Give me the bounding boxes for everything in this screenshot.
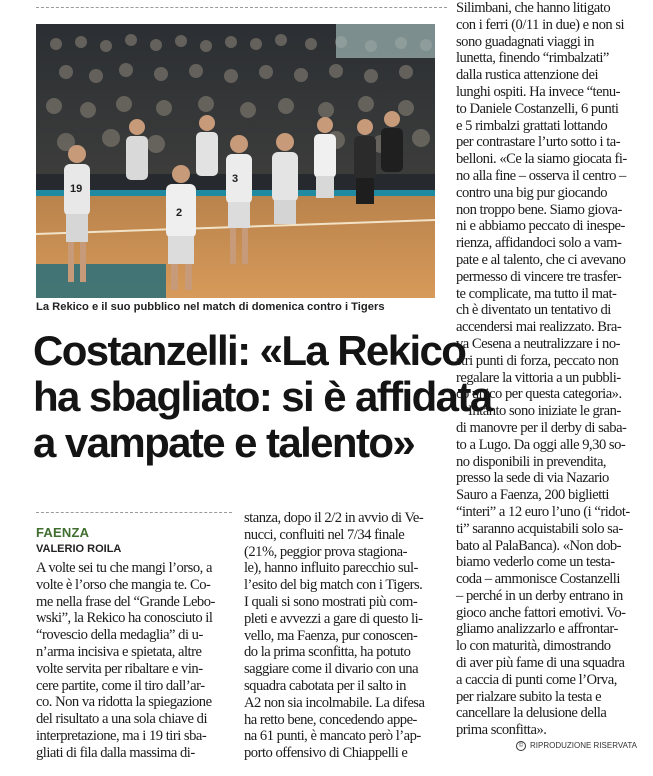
text-line: stri punti di forza, peccato non (456, 352, 619, 369)
headline-line: Costanzelli: «La Rekico (33, 327, 466, 374)
text-line: A2 non sia incolmabile. La difesa (244, 694, 425, 711)
svg-text:2: 2 (176, 207, 183, 219)
text-line: per contrastare l’urto sotto i ta- (456, 134, 621, 151)
text-line: co. Non va ridotta la spiegazione (36, 694, 212, 711)
text-line: me nella frase del “Grande Lebo- (36, 593, 215, 610)
text-line: del risultato a una sola chiave di (36, 711, 208, 728)
text-line: pate e al talento, che ci avevano (456, 251, 626, 268)
text-line: pleti e avvezzi a gare di questo li- (244, 610, 423, 627)
photo-caption: La Rekico e il suo pubblico nel match di domenica contro i Tigers (36, 301, 385, 313)
text-line: co unico per questa categoria». (456, 386, 622, 403)
text-line: cancellare la delusione della (456, 705, 607, 722)
text-line: ch è diventato un tentativo di (456, 302, 611, 319)
section-rule (36, 512, 232, 513)
text-line: e 5 rimbalzi grattati lottando (456, 117, 608, 134)
text-line: gioco anche fattori emotivi. Vo- (456, 604, 626, 621)
text-line: volte è l’orso che mangia te. Co- (36, 576, 211, 593)
text-line: squadra cabotata per il salto in (244, 677, 406, 694)
text-line: n’arma incisiva e spietata, altre (36, 643, 202, 660)
text-line: l’esito del big match con i Tigers. (244, 577, 423, 594)
headline-line: ha sbagliato: si è affidata (33, 373, 492, 420)
basketball-photo (36, 24, 435, 298)
copyright-icon: © (516, 741, 526, 751)
text-line: ni e abbiamo peccato di inespe- (456, 218, 625, 235)
text-line: I quali si sono mostrati più com- (244, 593, 418, 610)
text-line: prima sconfitta». (456, 722, 547, 739)
text-line: rienza, affidandoci solo a vam- (456, 235, 622, 252)
text-line: lunetta, finendo “rimbalzati” (456, 50, 609, 67)
text-line: biamo vederlo come un testa- (456, 554, 615, 571)
text-line: presso la sede di via Nazario (456, 470, 609, 487)
text-line: ti” saranno acquistabili solo sa- (456, 520, 623, 537)
text-line: non troppo bene. Siamo giova- (456, 201, 622, 218)
text-line: saggiare come il divario con una (244, 661, 419, 678)
svg-text:19: 19 (70, 183, 83, 195)
text-line: te complicate, ma tutto il mat- (456, 285, 617, 302)
text-line: “rovescio della medaglia” di u- (36, 627, 203, 644)
text-line: permesso di vincere tre trasfer- (456, 268, 622, 285)
copyright-note (516, 741, 637, 751)
text-line: Intanto sono iniziate le gran- (468, 403, 621, 420)
text-line: nucci, confluiti nel 7/34 finale (244, 526, 405, 543)
text-line: regalare la vittoria a un pubbli- (456, 369, 621, 386)
text-line: wski”, la Rekico ha conosciuto il (36, 610, 213, 627)
text-line: “interi” a 12 euro l’uno (i “ridot- (456, 503, 630, 520)
headline-line: a vampate e talento» (33, 419, 415, 466)
text-line: lunghi ospiti. Ha invece “tenu- (456, 83, 621, 100)
text-line: sono guadagnati viaggi in (456, 33, 594, 50)
text-line: no disponibili in prevendita, (456, 453, 607, 470)
text-line: – perché in un derby entrano in (456, 587, 623, 604)
text-line: volte servita per ribaltare e vin- (36, 660, 203, 677)
text-line: cere partite, come il tiro dall’ar- (36, 677, 205, 694)
text-line: Sauro a Faenza, 200 biglietti (456, 487, 609, 504)
text-line: ha retto bene, concedendo appe- (244, 711, 417, 728)
text-line: to Daniele Costanzelli, 6 punti (456, 100, 619, 117)
text-line: stanza, dopo il 2/2 in avvio di Ve- (244, 510, 424, 526)
text-line: di aver più fame di una squadra (456, 655, 625, 672)
text-line: to a Lugo. Da oggi alle 9,30 so- (456, 436, 626, 453)
text-line: dalla rustica attenzione dei (456, 67, 598, 84)
text-line: porto offensivo di Chiappelli e (244, 745, 408, 762)
text-line: bato al PalaBanca). «Non dob- (456, 537, 622, 554)
svg-text:3: 3 (232, 173, 239, 185)
text-line: le), hanno influito parecchio sul- (244, 560, 418, 577)
text-line: no alla fine – osserva il centro – (456, 167, 626, 184)
text-line: gliamo analizzarlo e affrontar- (456, 621, 618, 638)
headline (33, 327, 492, 466)
text-line: A volte sei tu che mangi l’orso, a (36, 560, 212, 576)
text-line: do la prima sconfitta, ha potuto (244, 644, 411, 661)
text-line: (21%, peggior prova stagiona- (244, 543, 408, 560)
text-line: gliati di fila dalla massima di- (36, 744, 195, 761)
text-line: lo con maturità, dimostrando (456, 638, 611, 655)
text-line: va Cesena a neutralizzare i no- (456, 335, 620, 352)
text-line: vello, ma Faenza, pur conoscen- (244, 627, 418, 644)
author-byline: VALERIO ROILA (36, 543, 122, 555)
text-line: a caccia di punti come l’Orva, (456, 671, 617, 688)
text-line: accendersi mai realizzato. Bra- (456, 319, 622, 336)
top-rule (36, 7, 447, 8)
copyright-text: RIPRODUZIONE RISERVATA (530, 741, 637, 751)
text-line: contro una big pur giocando (456, 184, 608, 201)
text-line: con i ferri (0/11 in due) e non si (456, 16, 625, 33)
kicker: FAENZA (36, 525, 90, 540)
text-line: coda – ammonisce Costanzelli (456, 571, 620, 588)
text-line: di manovre per il derby di saba- (456, 419, 627, 436)
article-column-2 (244, 510, 442, 762)
text-line: Silimbani, che hanno litigato (456, 0, 611, 16)
article-column-3 (456, 0, 646, 739)
text-line: na 61 punti, è mancato però l’ap- (244, 728, 421, 745)
article-column-1 (36, 560, 234, 762)
text-line: per rialzare subito la testa e (456, 688, 602, 705)
text-line: interpretazione, ma i 19 tiri sba- (36, 727, 207, 744)
text-line: belloni. «Ce la siamo giocata fi- (456, 151, 627, 168)
photo-illustration (36, 24, 435, 298)
